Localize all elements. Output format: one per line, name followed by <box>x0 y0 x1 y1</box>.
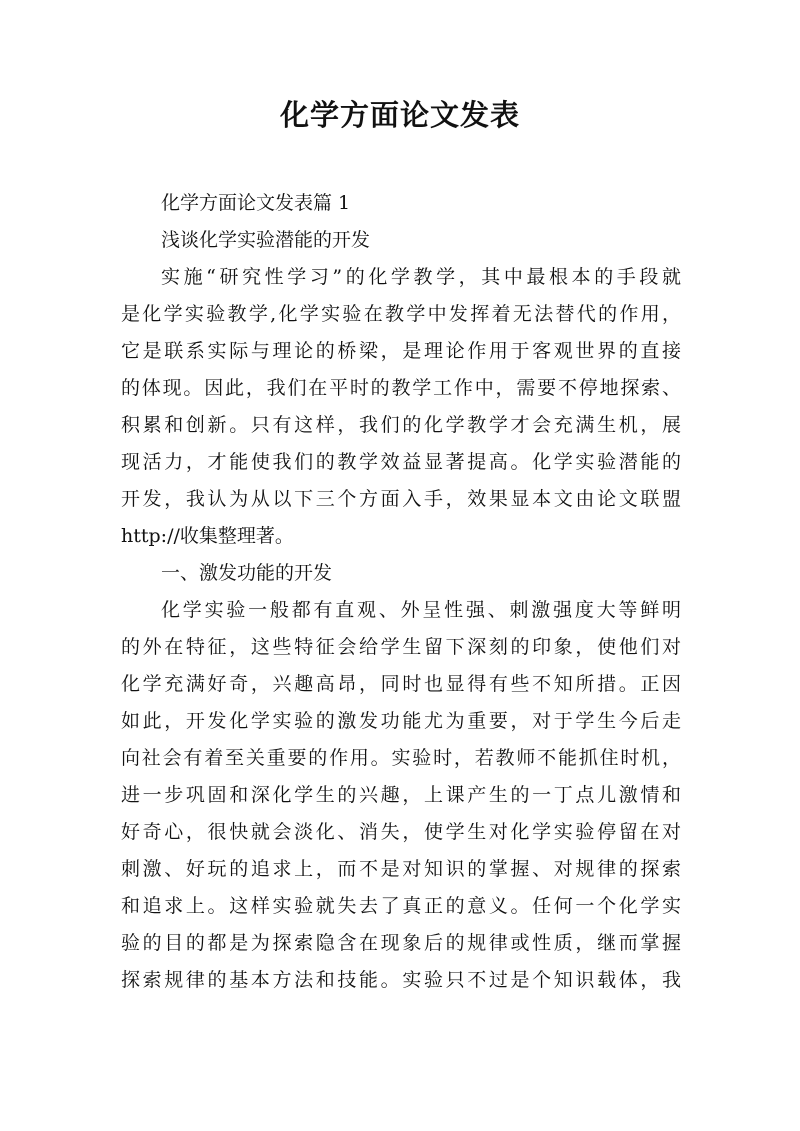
paragraph-line: 探索规律的基本方法和技能。实验只不过是个知识载体，我 <box>121 969 681 991</box>
document-body <box>121 185 681 999</box>
paragraph-line: 的体现。因此，我们在平时的教学工作中，需要不停地探索、 <box>121 377 681 399</box>
paragraph-line: 现活力，才能使我们的教学效益显著提高。化学实验潜能的 <box>121 451 681 473</box>
paragraph-line: 刺激、好玩的追求上，而不是对知识的掌握、对规律的探索 <box>121 858 681 880</box>
paragraph-line: 实施“研究性学习”的化学教学，其中最根本的手段就 <box>161 266 681 288</box>
paragraph-line: 开发，我认为从以下三个方面入手，效果显本文由论文联盟 <box>121 488 681 510</box>
paragraph-line: 好奇心，很快就会淡化、消失，使学生对化学实验停留在对 <box>121 821 681 843</box>
article-title: 浅谈化学实验潜能的开发 <box>161 229 371 251</box>
paragraph-line: 验的目的都是为探索隐含在现象后的规律或性质，继而掌握 <box>121 932 681 954</box>
paragraph-line: 是化学实验教学,化学实验在教学中发挥着无法替代的作用， <box>121 303 681 325</box>
paragraph-line: 积累和创新。只有这样，我们的化学教学才会充满生机，展 <box>121 414 681 436</box>
paragraph-line: 化学实验一般都有直观、外呈性强、刺激强度大等鲜明 <box>161 599 681 621</box>
paragraph-line: 它是联系实际与理论的桥梁，是理论作用于客观世界的直接 <box>121 340 681 362</box>
subsection-heading: 一、激发功能的开发 <box>161 562 333 584</box>
paragraph-line: 进一步巩固和深化学生的兴趣，上课产生的一丁点儿激情和 <box>121 784 681 806</box>
paragraph-line: 的外在特征，这些特征会给学生留下深刻的印象，使他们对 <box>121 636 681 658</box>
paragraph-line: 如此，开发化学实验的激发功能尤为重要，对于学生今后走 <box>121 710 681 732</box>
paragraph-line: http://收集整理著。 <box>121 525 294 547</box>
paragraph-line: 向社会有着至关重要的作用。实验时，若教师不能抓住时机， <box>121 747 681 769</box>
paragraph-line: 化学充满好奇，兴趣高昂，同时也显得有些不知所措。正因 <box>121 673 681 695</box>
section-heading: 化学方面论文发表篇 1 <box>161 192 351 214</box>
document-title: 化学方面论文发表 <box>279 98 520 132</box>
paragraph-line: 和追求上。这样实验就失去了真正的意义。任何一个化学实 <box>121 895 681 917</box>
